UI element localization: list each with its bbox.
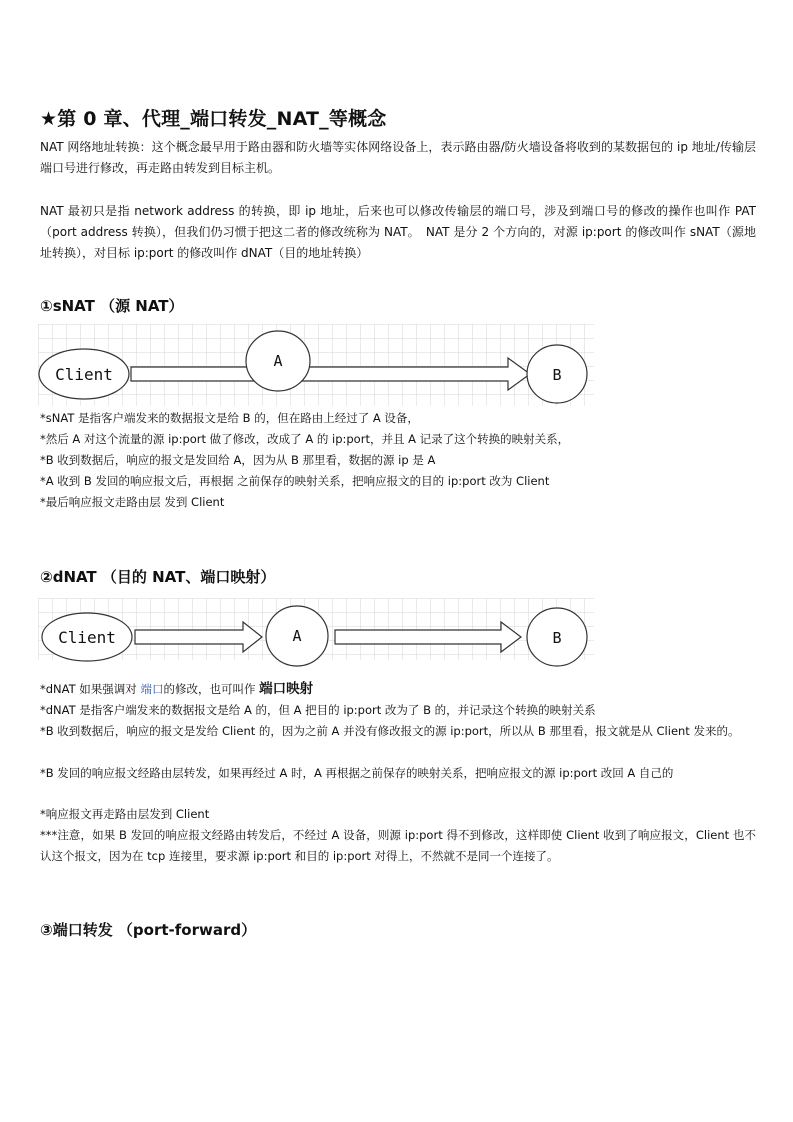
dnat-line-intro <box>40 679 756 700</box>
snat-heading: ①sNAT （源 NAT） <box>40 297 184 315</box>
snat-a-label: A <box>273 352 283 370</box>
dnat-a-label: A <box>292 627 302 645</box>
dnat-line-4: *响应报文再走路由层发到 Client <box>40 807 210 821</box>
dnat-line-intro-prefix: *dNAT 如果强调对 <box>40 682 141 696</box>
dnat-client-label: Client <box>58 628 116 647</box>
snat-line-3: *B 收到数据后，响应的报文是发回给 A，因为从 B 那里看，数据的源 ip 是 A <box>40 453 436 467</box>
snat-line-2: *然后 A 对这个流量的源 ip:port 做了修改，改成了 A 的 ip:port，并且 A 记录了这个转换的映射关系， <box>40 432 570 446</box>
dnat-line-1: *dNAT 是指客户端发来的数据报文是给 A 的，但 A 把目的 ip:port 改为了 B 的，并记录这个转换的映射关系 <box>40 703 596 717</box>
dnat-line-2: *B 收到数据后，响应的报文是发给 Client 的，因为之前 A 并没有修改报文的源 ip:port，所以从 B 那里看，报文就是从 Client 发来的。 <box>40 724 740 738</box>
page-title: ★第 0 章、代理_端口转发_NAT_等概念 <box>40 108 387 130</box>
intro-paragraph-2: NAT 最初只是指 network address 的转换，即 ip 地址，后来也可以修改传输层的端口号，涉及到端口号的修改的操作也叫作 PAT（port address 转换），但我们仍习惯于把这二者的修改统称为 NAT。 NAT 是分 2 个方向的，对源 ip:port 的修改叫作 sNAT（源地址转换），对目标 ip:port 的修改叫作 dNAT（目的地址转换） <box>40 204 756 260</box>
snat-line-4: *A 收到 B 发回的响应报文后，再根据 之前保存的映射关系，把响应报文的目的 ip:port 改为 Client <box>40 474 550 488</box>
dnat-note: ***注意，如果 B 发回的响应报文经路由转发后，不经过 A 设备，则源 ip:port 得不到修改，这样即使 Client 收到了响应报文，Client 也不认这个报文，因为在 tcp 连接里，要求源 ip:port 和目的 ip:port 对得上，不然就不是同一个连接了。 <box>40 828 756 863</box>
snat-line-5: *最后响应报文走路由层 发到 Client <box>40 495 225 509</box>
snat-line-1: *sNAT 是指客户端发来的数据报文是给 B 的，但在路由上经过了 A 设备， <box>40 411 419 425</box>
dnat-heading: ②dNAT （目的 NAT、端口映射） <box>40 568 276 586</box>
dnat-b-label: B <box>552 629 562 647</box>
dnat-line-3: *B 发回的响应报文经路由层转发，如果再经过 A 时，A 再根据之前保存的映射关系，把响应报文的源 ip:port 改回 A 自己的 <box>40 766 674 780</box>
snat-b-label: B <box>552 366 562 384</box>
snat-diagram <box>38 324 594 406</box>
port-link[interactable]: 端口 <box>140 682 164 696</box>
portforward-heading: ③端口转发 （port-forward） <box>40 921 257 939</box>
port-mapping-term: 端口映射 <box>259 681 314 697</box>
snat-client-label: Client <box>55 365 113 384</box>
intro-paragraph-1: NAT 网络地址转换：这个概念最早用于路由器和防火墙等实体网络设备上，表示路由器/防火墙设备将收到的某数据包的 ip 地址/传输层端口号进行修改，再走路由转发到目标主机。 <box>40 140 756 175</box>
dnat-diagram <box>38 598 594 670</box>
dnat-line-intro-middle: 的修改，也可叫作 <box>163 682 260 696</box>
